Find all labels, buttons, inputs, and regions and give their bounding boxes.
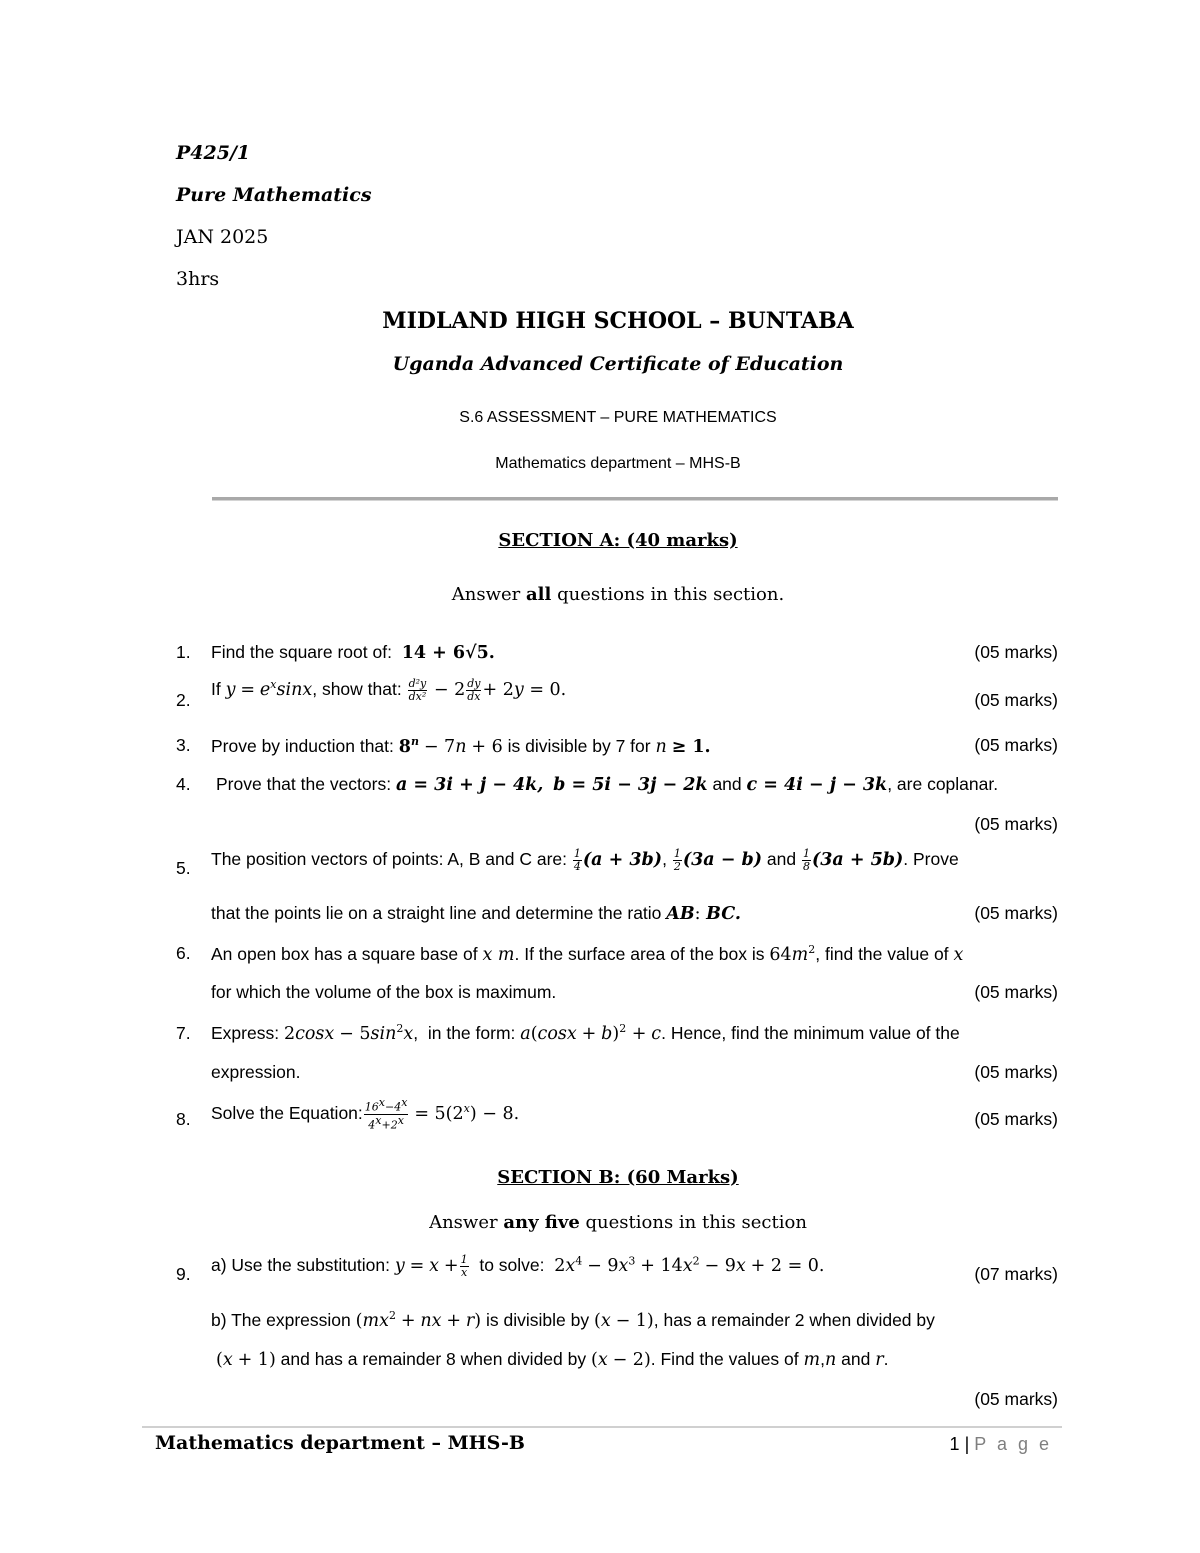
question-text: Find the square root of: 14 + 6√5. — [211, 642, 495, 663]
header-divider — [212, 497, 1058, 501]
school-name: MIDLAND HIGH SCHOOL – BUNTABA — [382, 308, 854, 334]
question-text-line-2: expression. — [211, 1062, 301, 1082]
question-number: 8. — [176, 1109, 191, 1129]
question-text: Prove by induction that: 8$^n$ − 7n + 6 is divisible by 7 for n ≥ 1. — [211, 735, 711, 757]
question-9b-marks: (05 marks) — [974, 1389, 1058, 1409]
section-b-title: SECTION B: (60 Marks) — [497, 1167, 739, 1188]
subject-title: Pure Mathematics — [176, 184, 372, 206]
question-number: 9. — [176, 1264, 191, 1284]
question-text: Prove that the vectors: a = 3i + j − 4k, b = 5i − 3j − 2k and c = 4i − j − 3k, are coplanar. — [216, 774, 999, 795]
page-label: P a g e — [974, 1434, 1052, 1454]
section-b-instruction: Answer any five questions in this section — [429, 1212, 807, 1233]
footer-divider — [142, 1426, 1062, 1428]
question-text: An open box has a square base of x m. If the surface area of the box is $64m^2$, find the value of x — [211, 943, 964, 965]
question-marks: (05 marks) — [974, 690, 1058, 710]
question-text-line-2: that the points lie on a straight line and determine the ratio AB: BC. — [211, 903, 741, 924]
question-marks: (05 marks) — [974, 735, 1058, 755]
page-number: 1 — [949, 1434, 960, 1454]
question-text: The position vectors of points: A, B and C are: $\frac{1}{4}$ (a + 3b), $\frac{1}{2}$ (3a − b) and $\frac{1}{8}$ (3a + 5b). Prove — [211, 847, 959, 873]
question-number: 7. — [176, 1023, 191, 1043]
question-marks: (05 marks) — [974, 982, 1058, 1002]
question-9a-marks: (07 marks) — [974, 1264, 1058, 1284]
question-number: 4. — [176, 774, 191, 794]
question-marks: (05 marks) — [974, 814, 1058, 834]
page-indicator — [950, 1434, 1052, 1455]
question-9a-text: a) Use the substitution: y = x + $\frac{1}{x}$ to solve: $2x^4 - 9x^3 + 14x^2 - 9x + 2 = 0$. — [211, 1253, 825, 1279]
section-a-title: SECTION A: (40 marks) — [498, 530, 738, 551]
assessment-title: S.6 ASSESSMENT – PURE MATHEMATICS — [459, 409, 777, 426]
question-marks: (05 marks) — [974, 1062, 1058, 1082]
question-text-line-2: for which the volume of the box is maximum. — [211, 982, 557, 1002]
question-text: If $y = e^x\sin x$, show that: $\frac{\text{d²y}}{\text{dx²}}$ − 2 $\frac{dy}{dx}$ + 2y = 0. — [211, 677, 567, 703]
paper-code: P425/1 — [176, 142, 251, 164]
question-9b-text: b) The expression ($mx^2$ + nx + r) is divisible by (x − 1), has a remainder 2 when divided by — [211, 1309, 935, 1331]
question-text: Solve the Equation: $\frac{16^x-4^x}{4^x+2^x}$ = $5(2^x) - 8$. — [211, 1096, 520, 1132]
exam-duration: 3hrs — [176, 268, 220, 290]
question-number: 5. — [176, 858, 191, 878]
question-number: 2. — [176, 690, 191, 710]
question-number: 1. — [176, 642, 191, 662]
question-marks: (05 marks) — [974, 1109, 1058, 1129]
question-9b-text-line-2: (x + 1) and has a remainder 8 when divided by (x − 2). Find the values of m,n and r. — [216, 1349, 889, 1370]
question-text: Express: $2\cos x - 5\sin^2x$, in the form: $a(\cos x + b)^2 + c$. Hence, find the minimum value of the — [211, 1022, 960, 1044]
exam-date: JAN 2025 — [176, 226, 269, 248]
question-marks: (05 marks) — [974, 903, 1058, 923]
certificate-title: Uganda Advanced Certificate of Education — [392, 353, 844, 375]
department-title: Mathematics department – MHS-B — [495, 455, 741, 472]
footer-department: Mathematics department – MHS-B — [155, 1432, 525, 1454]
question-marks: (05 marks) — [974, 642, 1058, 662]
section-a-instruction: Answer all questions in this section. — [451, 584, 785, 605]
question-number: 6. — [176, 943, 191, 963]
question-number: 3. — [176, 735, 191, 755]
page-separator: | — [964, 1434, 970, 1454]
